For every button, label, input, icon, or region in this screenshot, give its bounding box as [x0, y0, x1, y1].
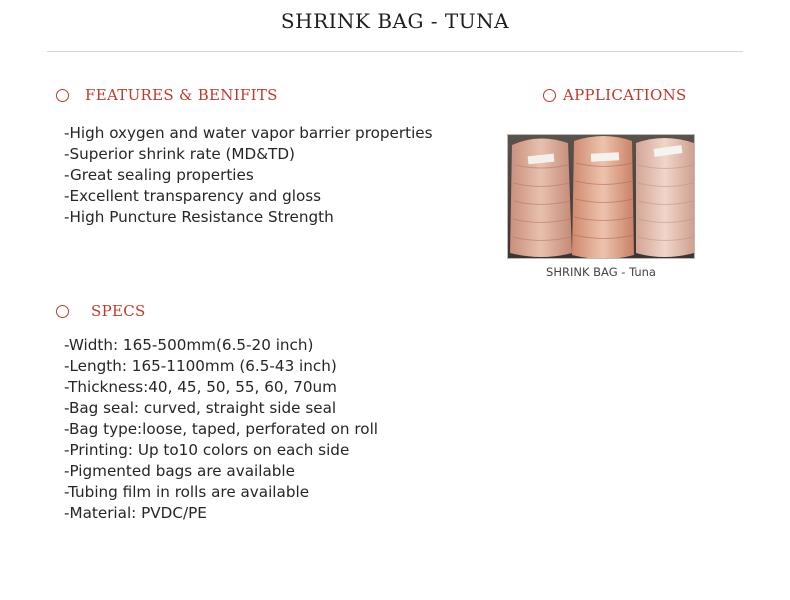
specs-heading — [56, 302, 146, 320]
list-item: -Pigmented bags are available — [64, 462, 295, 480]
features-heading — [56, 86, 278, 104]
features-heading-label: FEATURES & BENIFITS — [85, 86, 278, 104]
list-item: -High Puncture Resistance Strength — [64, 208, 334, 226]
list-item: -Printing: Up to10 colors on each side — [64, 441, 350, 459]
list-item: -Bag seal: curved, straight side seal — [64, 399, 337, 417]
circle-bullet-icon — [543, 89, 556, 102]
list-item: -Bag type:loose, taped, perforated on roll — [64, 420, 379, 438]
specs-heading-label: SPECS — [91, 302, 146, 320]
list-item: -Material: PVDC/PE — [64, 504, 207, 522]
applications-heading-label: APPLICATIONS — [563, 86, 687, 104]
specs-list — [64, 335, 378, 524]
list-item: -High oxygen and water vapor barrier properties — [64, 124, 433, 142]
photo-caption: SHRINK BAG - Tuna — [546, 265, 656, 279]
title-divider — [47, 51, 743, 52]
list-item: -Superior shrink rate (MD&TD) — [64, 145, 295, 163]
circle-bullet-icon — [56, 305, 69, 318]
circle-bullet-icon — [56, 89, 69, 102]
list-item: -Thickness:40, 45, 50, 55, 60, 70um — [64, 378, 337, 396]
list-item: -Tubing film in rolls are available — [64, 483, 310, 501]
tuna-photo-illustration — [508, 135, 695, 259]
list-item: -Width: 165-500mm(6.5-20 inch) — [64, 336, 314, 354]
list-item: -Great sealing properties — [64, 166, 254, 184]
page-title: SHRINK BAG - TUNA — [280, 9, 510, 33]
applications-heading — [543, 86, 687, 104]
features-list — [64, 123, 433, 228]
list-item: -Excellent transparency and gloss — [64, 187, 322, 205]
tuna-product-photo — [507, 134, 695, 259]
list-item: -Length: 165-1100mm (6.5-43 inch) — [64, 357, 337, 375]
